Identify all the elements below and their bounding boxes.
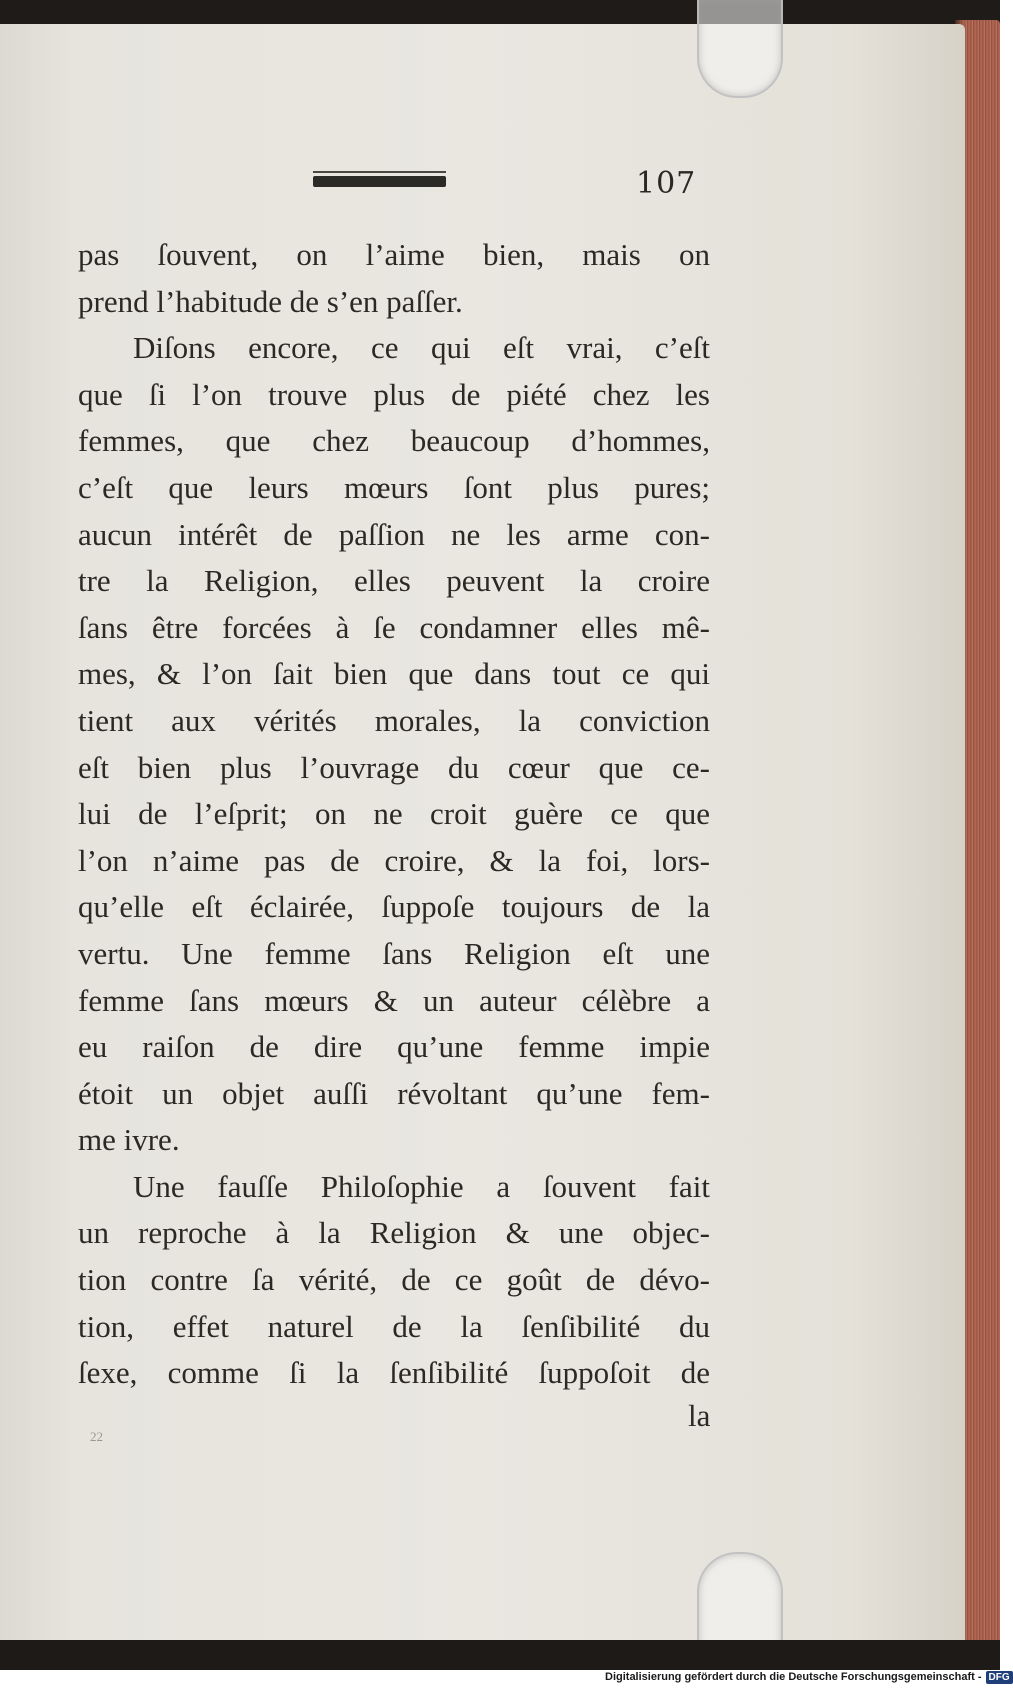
text-line: Une fauſſe Philoſophie a ſouvent fait [133,1168,710,1204]
smudge-mark: 22 [90,1429,103,1444]
text-line: étoit un objet auſſi révoltant qu’une fem- [78,1075,710,1111]
dfg-logo: DFG [986,1671,1013,1684]
text-line: tre la Religion, elles peuvent la croire [78,563,710,599]
body-text [78,232,710,1397]
scanner-bed-bottom [0,1640,1000,1670]
text-line: Diſons encore, ce qui eſt vrai, c’eſt [133,330,710,366]
credit-text: Digitalisierung gefördert durch die Deutsche Forschungsgemeinschaft - [605,1671,982,1683]
digitization-credit [605,1671,1013,1684]
text-line: que ſi l’on trouve plus de piété chez les [78,376,710,412]
header-ornament-rule [313,176,446,187]
text-line: tion contre ſa vérité, de ce goût de dévo- [78,1262,710,1298]
text-line: me ivre. [78,1122,180,1158]
text-line: vertu. Une femme ſans Religion eſt une [78,935,710,971]
text-line: pas ſouvent, on l’aime bien, mais on [78,237,710,272]
text-line: mes, & l’on ſait bien que dans tout ce qui [78,656,710,692]
plastic-clip-top [697,0,783,98]
scanner-bed-top [0,0,1000,26]
text-line: un reproche à la Religion & une objec- [78,1215,710,1251]
text-line: ſans être forcées à ſe condamner elles mê- [78,609,710,645]
text-line: aucun intérêt de paſſion ne les arme con- [78,516,710,552]
text-line: lui de l’eſprit; on ne croit guère ce que [78,796,710,832]
text-line: l’on n’aime pas de croire, & la foi, lors- [78,842,710,878]
text-line: eu raiſon de dire qu’une femme impie [78,1029,710,1065]
text-line: tion, effet naturel de la ſenſibilité du [78,1308,710,1344]
text-line: ſexe, comme ſi la ſenſibilité ſuppoſoit de [78,1355,710,1391]
text-line: c’eſt que leurs mœurs ſont plus pures; [78,469,710,505]
text-line: femmes, que chez beaucoup d’hommes, [78,423,710,459]
text-line: tient aux vérités morales, la conviction [78,702,710,738]
text-line: eſt bien plus l’ouvrage du cœur que ce- [78,749,710,785]
page-number: 107 [636,166,697,201]
catchword: la [688,1398,711,1433]
plastic-clip-bottom [697,1552,783,1650]
text-line: prend l’habitude de s’en paſſer. [78,283,463,319]
text-line: femme ſans mœurs & un auteur célèbre a [78,982,710,1018]
text-line: qu’elle eſt éclairée, ſuppoſe toujours de la [78,889,710,925]
